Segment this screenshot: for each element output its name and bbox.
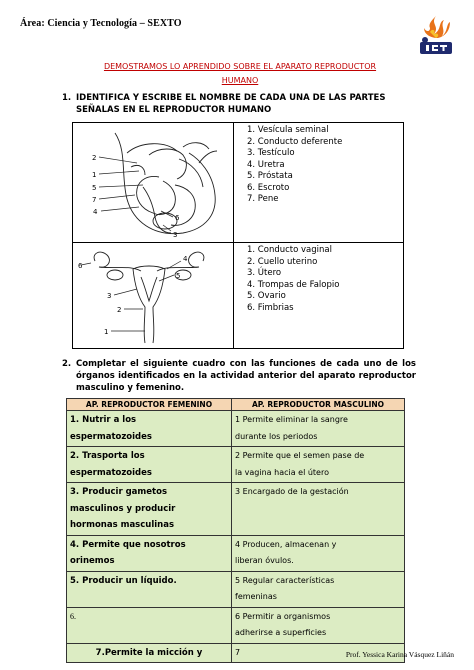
male-part-item: 3. Testículo [247,148,295,158]
section-2-text: Completar el siguiente cuadro con las funciones de cada uno de los órganos identificados en la actividad anterior del aparato reproductor masculino y femenino. [76,359,416,393]
area-subject-line: Área: Ciencia y Tecnología – SEXTO [20,18,182,29]
cell-line: 1. Nutrir a los [70,415,137,425]
cell-line: liberan óvulos. [235,556,294,565]
cell-line: 4. Permite que nosotros [70,539,186,550]
activity-title-line-2: HUMANO [221,76,259,85]
cell-line: 7.Permite la micción y [95,647,203,658]
female-part-item: 6. Fimbrias [247,302,294,313]
female-part-item: 1. Conducto vaginal [247,245,332,255]
cell-line: 6 Permitir a organismos [235,611,331,621]
female-part-item: 2. Cuello uterino [247,256,318,267]
female-label-2: 2 [117,306,122,314]
diagram-table-column-divider [233,123,234,348]
table-cell-left[interactable] [67,607,232,643]
male-part-item: 6. Escroto [247,182,290,193]
cell-line: 3. Producir gametos [70,487,168,497]
male-reproductive-diagram [79,129,229,241]
functions-table-header-row [67,399,405,411]
cell-line: masculinos y producir [70,503,176,514]
female-reproductive-diagram [79,247,229,345]
cell-line: femeninas [235,592,277,601]
cell-line: 6. [70,611,76,621]
cell-line: la vagina hacia el útero [235,467,329,477]
cell-line: 2. Trasporta los [70,451,145,461]
male-part-item: 5. Próstata [247,171,293,181]
table-cell-left[interactable] [67,571,232,607]
section-1-number: 1. [62,93,72,103]
diagram-table [72,122,404,349]
page-header [20,14,456,54]
table-cell-left[interactable] [67,411,232,447]
table-row [67,483,405,536]
male-label-2: 2 [92,154,97,162]
activity-title-line-1: DEMOSTRAMOS LO APRENDIDO SOBRE EL APARATO REPRODUCTOR [103,62,377,71]
section-2-number: 2. [62,359,72,369]
female-label-5: 5 [176,272,181,280]
female-label-6: 6 [78,262,83,270]
activity-title [60,60,420,88]
cell-line: 7 [235,647,241,657]
cell-line: 1 Permite eliminar la sangre [235,415,348,424]
table-cell-right[interactable] [232,483,405,536]
diagram-table-divider [73,242,403,243]
table-cell-left[interactable] [67,643,232,663]
cell-line: orinemos [70,556,115,566]
male-label-5: 5 [92,184,97,192]
male-label-1: 1 [92,171,97,179]
table-cell-left[interactable] [67,447,232,483]
male-parts-list [247,125,342,206]
male-part-item: 7. Pene [247,194,279,204]
male-label-7: 7 [92,196,97,204]
male-part-item: 2. Conducto deferente [247,136,343,147]
cell-line: espermatozoides [70,467,152,478]
section-1-text: IDENTIFICA Y ESCRIBE EL NOMBRE DE CADA UNA DE LAS PARTES SEÑALAS EN EL REPRODUCTOR HUMANO [76,93,386,115]
functions-table [66,398,405,663]
cell-line: 5 Regular características [235,575,335,585]
table-row [67,411,405,447]
female-part-item: 4. Trompas de Falopio [247,279,340,290]
cell-line: espermatozoides [70,431,152,442]
cell-line: 2 Permite que el semen pase de [235,451,365,460]
female-parts-list [247,245,339,314]
table-cell-right[interactable] [232,607,405,643]
female-part-item: 3. Útero [247,268,282,278]
author-footer: Prof. Yessica Karina Vásquez Liñán [345,650,454,659]
male-part-item: 4. Uretra [247,159,285,170]
male-label-3: 3 [173,231,178,239]
header-female: AP. REPRODUCTOR FEMENINO [67,399,232,411]
cell-line: 4 Producen, almacenan y [235,539,337,549]
cell-line: adherirse a superficies [235,628,327,637]
table-cell-right[interactable] [232,571,405,607]
female-label-3: 3 [107,292,112,300]
female-part-item: 5. Ovario [247,291,286,301]
table-row [67,607,405,643]
female-label-1: 1 [104,328,109,336]
table-cell-right[interactable] [232,535,405,571]
table-cell-left[interactable] [67,535,232,571]
cell-line: durante los periodos [235,431,318,441]
table-cell-left[interactable] [67,483,232,536]
cell-line: hormonas masculinas [70,520,175,530]
table-cell-right[interactable] [232,447,405,483]
school-logo-icon [416,14,456,56]
table-cell-right[interactable] [232,411,405,447]
male-part-item: 1. Vesícula seminal [247,125,329,135]
table-row [67,535,405,571]
male-label-4: 4 [93,208,98,216]
male-label-6: 6 [175,214,180,222]
header-male: AP. REPRODUCTOR MASCULINO [232,399,405,411]
table-row [67,447,405,483]
cell-line: 3 Encargado de la gestación [235,487,349,496]
table-row [67,571,405,607]
cell-line: 5. Producir un líquido. [70,575,177,586]
female-label-4: 4 [183,255,188,263]
